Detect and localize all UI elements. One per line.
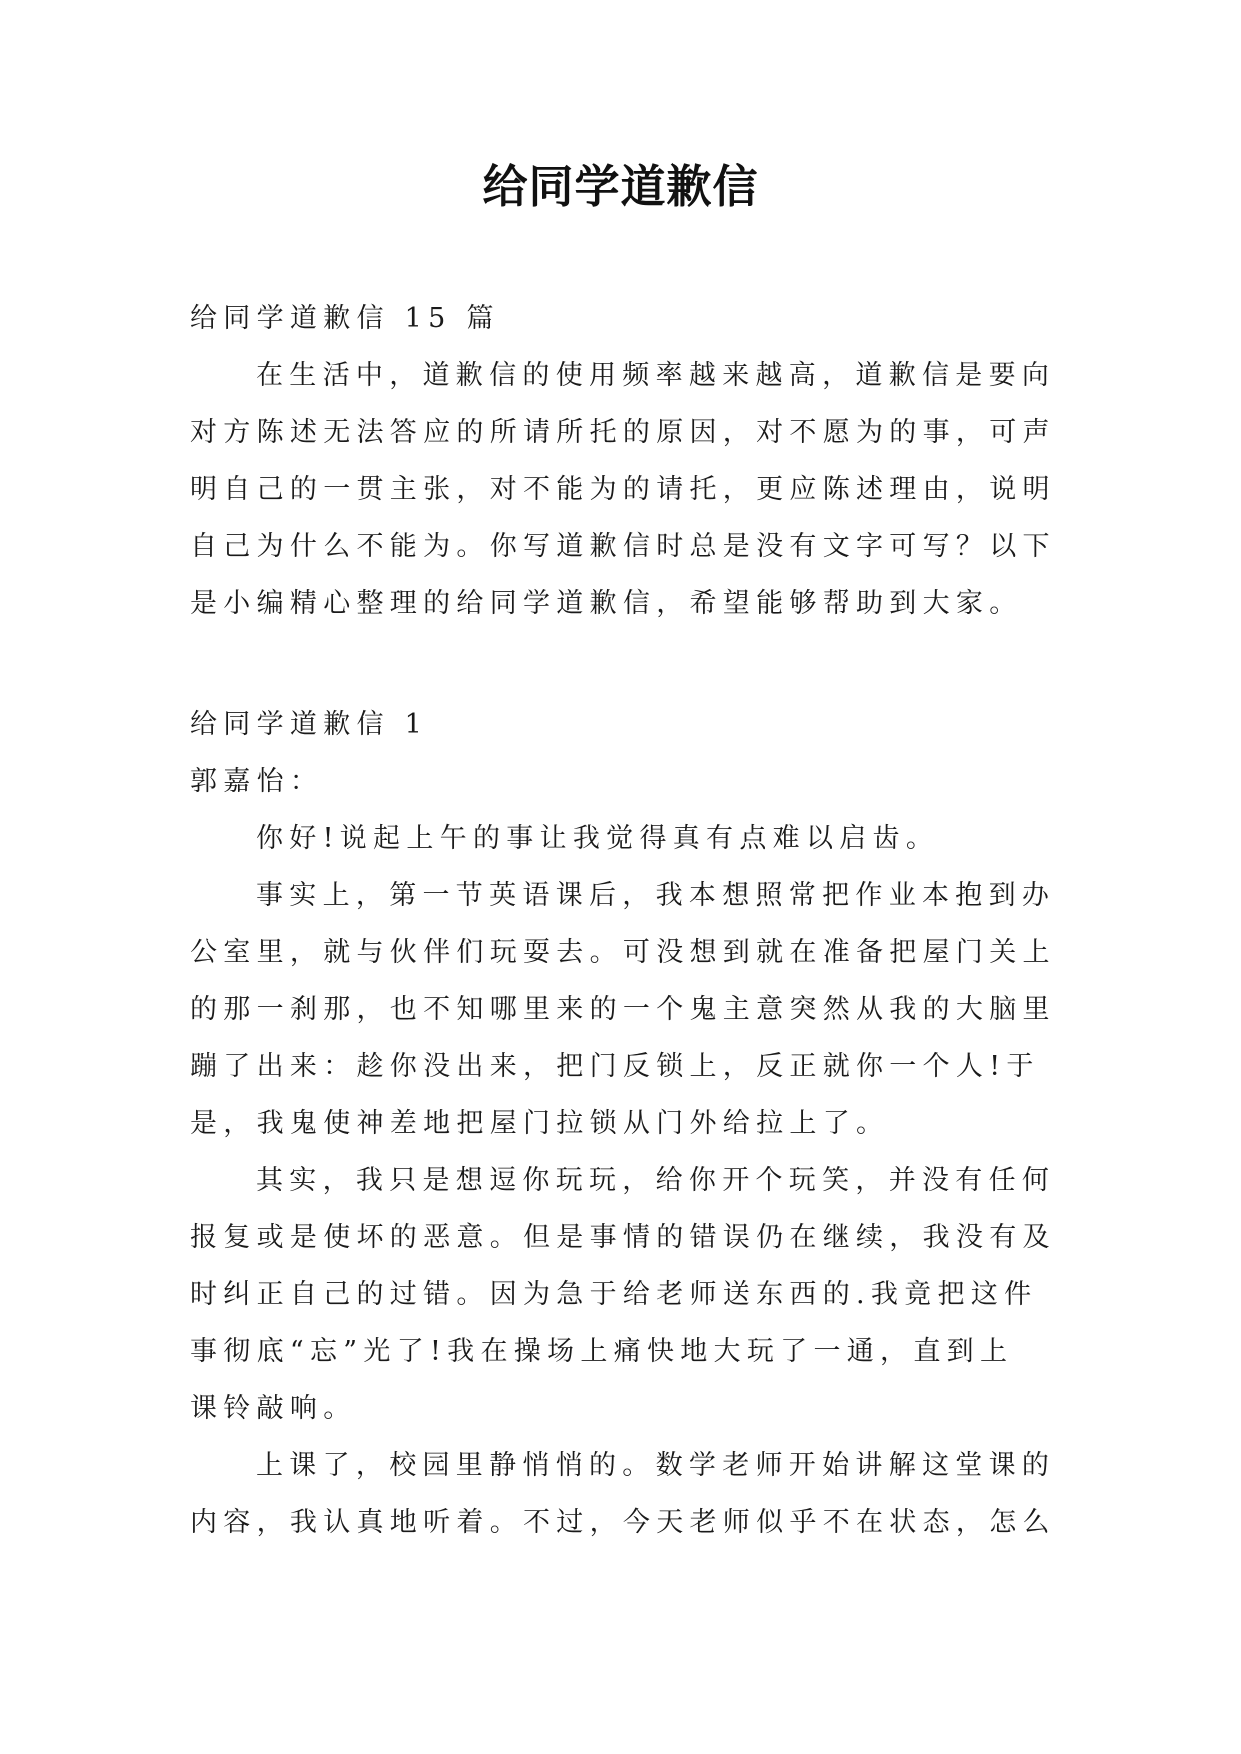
text-line: 明自己的一贯主张，对不能为的请托，更应陈述理由，说明	[190, 474, 1056, 505]
text-line: 是，我鬼使神差地把屋门拉锁从门外给拉上了。	[190, 1108, 890, 1139]
text-line: 蹦了出来：趁你没出来，把门反锁上，反正就你一个人!于	[190, 1051, 1040, 1082]
document-heading: 给同学道歉信 15 篇	[190, 303, 500, 334]
text-line: 自己为什么不能为。你写道歉信时总是没有文字可写？以下	[190, 531, 1056, 562]
text-line: 对方陈述无法答应的所请所托的原因，对不愿为的事，可声	[190, 417, 1056, 448]
salutation: 郭嘉怡：	[190, 766, 324, 797]
text-line: 时纠正自己的过错。因为急于给老师送东西的.我竟把这件	[190, 1279, 1038, 1310]
text-line: 报复或是使坏的恶意。但是事情的错误仍在继续，我没有及	[190, 1222, 1056, 1253]
text-line: 其实，我只是想逗你玩玩，给你开个玩笑，并没有任何	[256, 1165, 1056, 1196]
document-body	[190, 290, 1056, 1551]
text-line: 上课了，校园里静悄悄的。数学老师开始讲解这堂课的	[256, 1450, 1056, 1481]
document-title: 给同学道歉信	[482, 160, 759, 213]
text-line: 是小编精心整理的给同学道歉信，希望能够帮助到大家。	[190, 588, 1023, 619]
body-paragraph	[190, 810, 1050, 867]
intro-paragraph	[190, 347, 1056, 632]
text-line: 课铃敲响。	[190, 1393, 357, 1424]
text-line: 在生活中，道歉信的使用频率越来越高，道歉信是要向	[256, 360, 1056, 391]
text-line: 事彻底“忘”光了!我在操场上痛快地大玩了一通，直到上	[190, 1336, 1014, 1367]
text-line: 事实上，第一节英语课后，我本想照常把作业本抱到办	[256, 880, 1056, 911]
section-gap	[190, 632, 1050, 696]
body-paragraph	[190, 867, 1056, 1152]
text-line: 内容，我认真地听着。不过，今天老师似乎不在状态，怎么	[190, 1507, 1056, 1538]
text-line: 你好!说起上午的事让我觉得真有点难以启齿。	[256, 823, 940, 854]
body-paragraph	[190, 1437, 1056, 1551]
section-title: 给同学道歉信 1	[190, 709, 429, 740]
text-line: 的那一刹那，也不知哪里来的一个鬼主意突然从我的大脑里	[190, 994, 1056, 1025]
text-line: 公室里，就与伙伴们玩耍去。可没想到就在准备把屋门关上	[190, 937, 1056, 968]
body-paragraph	[190, 1152, 1056, 1437]
